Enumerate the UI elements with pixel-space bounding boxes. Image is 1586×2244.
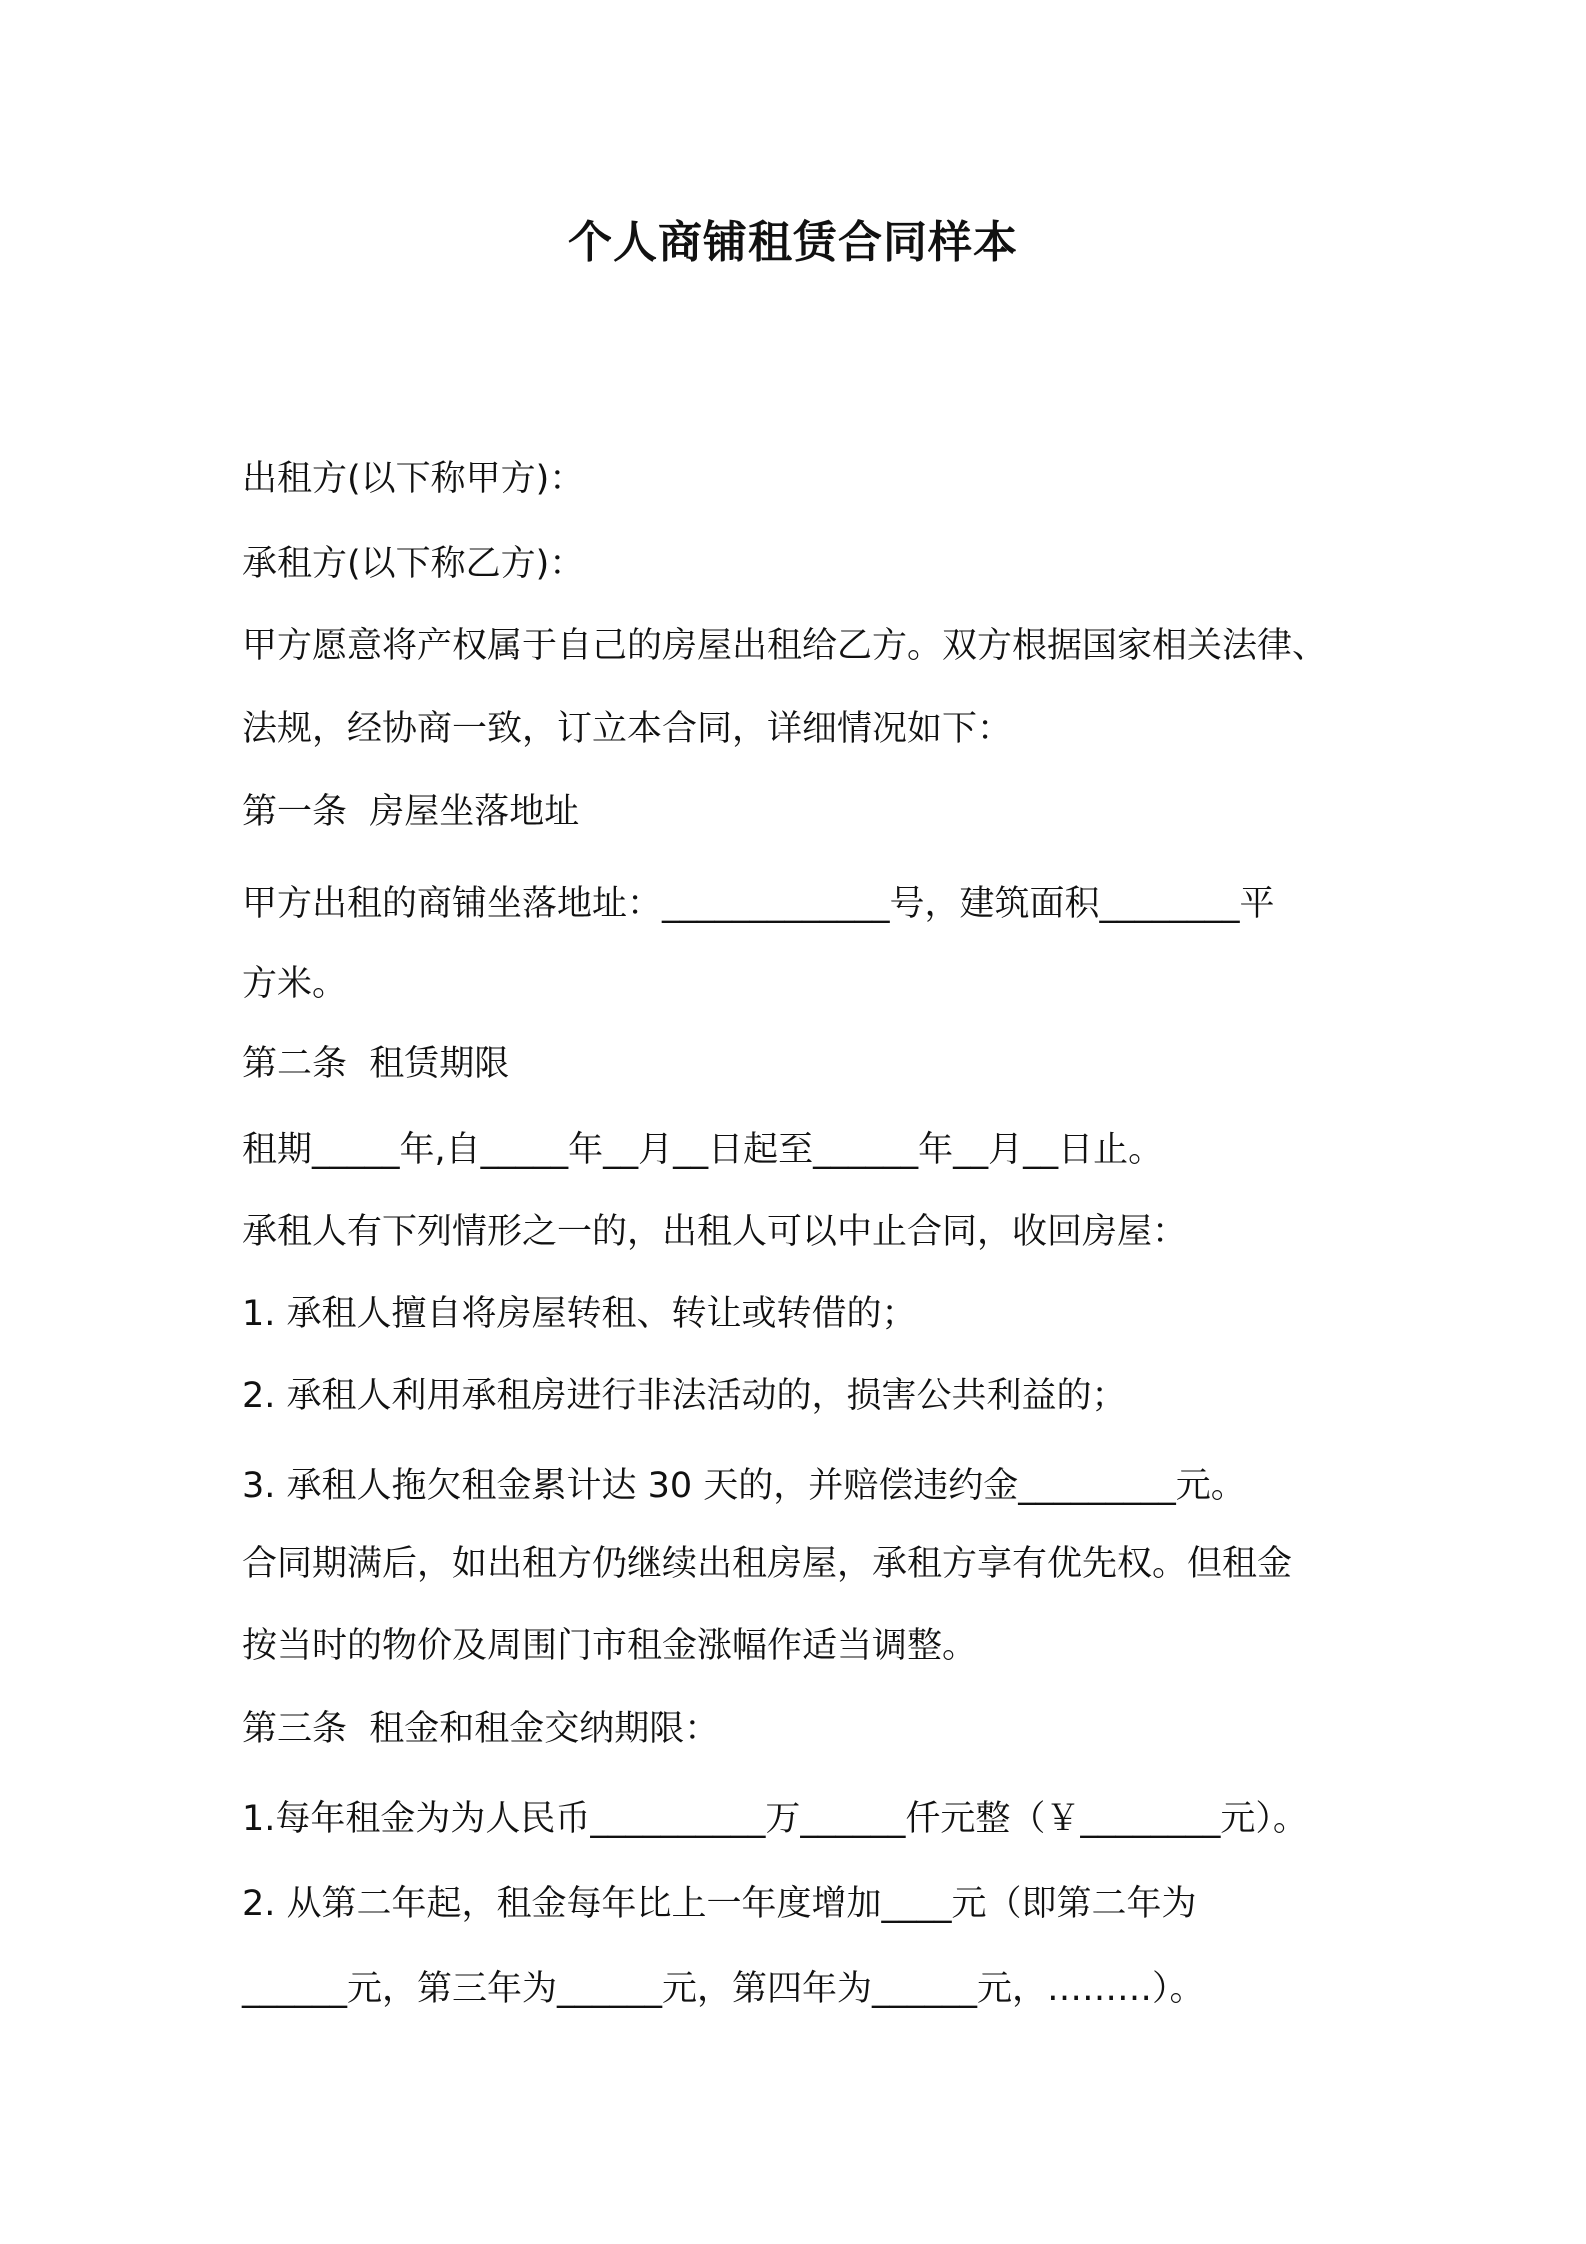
rent-item-2-line-1: 2. 从第二年起，租金每年比上一年度增加____元（即第二年为 [242,1884,1197,1924]
text-line-priority-1: 合同期满后，如出租方仍继续出租房屋，承租方享有优先权。但租金 [242,1544,1293,1584]
list-item-1: 1. 承租人擅自将房屋转租、转让或转借的； [242,1294,917,1334]
article-2-heading: 第二条 租赁期限 [242,1044,510,1084]
rent-item-1: 1.每年租金为为人民币__________万______仟元整（￥________元）。 [242,1799,1308,1839]
text-line-intro-1: 甲方愿意将产权属于自己的房屋出租给乙方。双方根据国家相关法律、 [242,626,1328,666]
list-item-3: 3. 承租人拖欠租金累计达 30 天的，并赔偿违约金_________元。 [242,1466,1246,1506]
text-line-term: 租期_____年,自_____年__月__日起至______年__月__日止。 [242,1130,1164,1170]
document-title: 个人商铺租赁合同样本 [568,217,1018,268]
list-item-2: 2. 承租人利用承租房进行非法活动的，损害公共利益的； [242,1376,1127,1416]
text-line-address-2: 方米。 [242,964,348,1004]
text-line-termination: 承租人有下列情形之一的，出租人可以中止合同，收回房屋： [242,1212,1188,1252]
article-3-heading: 第三条 租金和租金交纳期限： [242,1709,720,1749]
text-line-lessor: 出租方(以下称甲方)： [242,459,585,499]
text-line-lessee: 承租方(以下称乙方)： [242,544,585,584]
rent-item-2-line-2: ______元，第三年为______元，第四年为______元，………）。 [242,1969,1205,2009]
text-line-address-1: 甲方出租的商铺坐落地址：_____________号，建筑面积________平 [242,884,1275,924]
text-line-intro-2: 法规，经协商一致，订立本合同，详细情况如下： [242,709,1013,749]
text-line-priority-2: 按当时的物价及周围门市租金涨幅作适当调整。 [242,1626,978,1666]
article-1-heading: 第一条 房屋坐落地址 [242,792,580,832]
